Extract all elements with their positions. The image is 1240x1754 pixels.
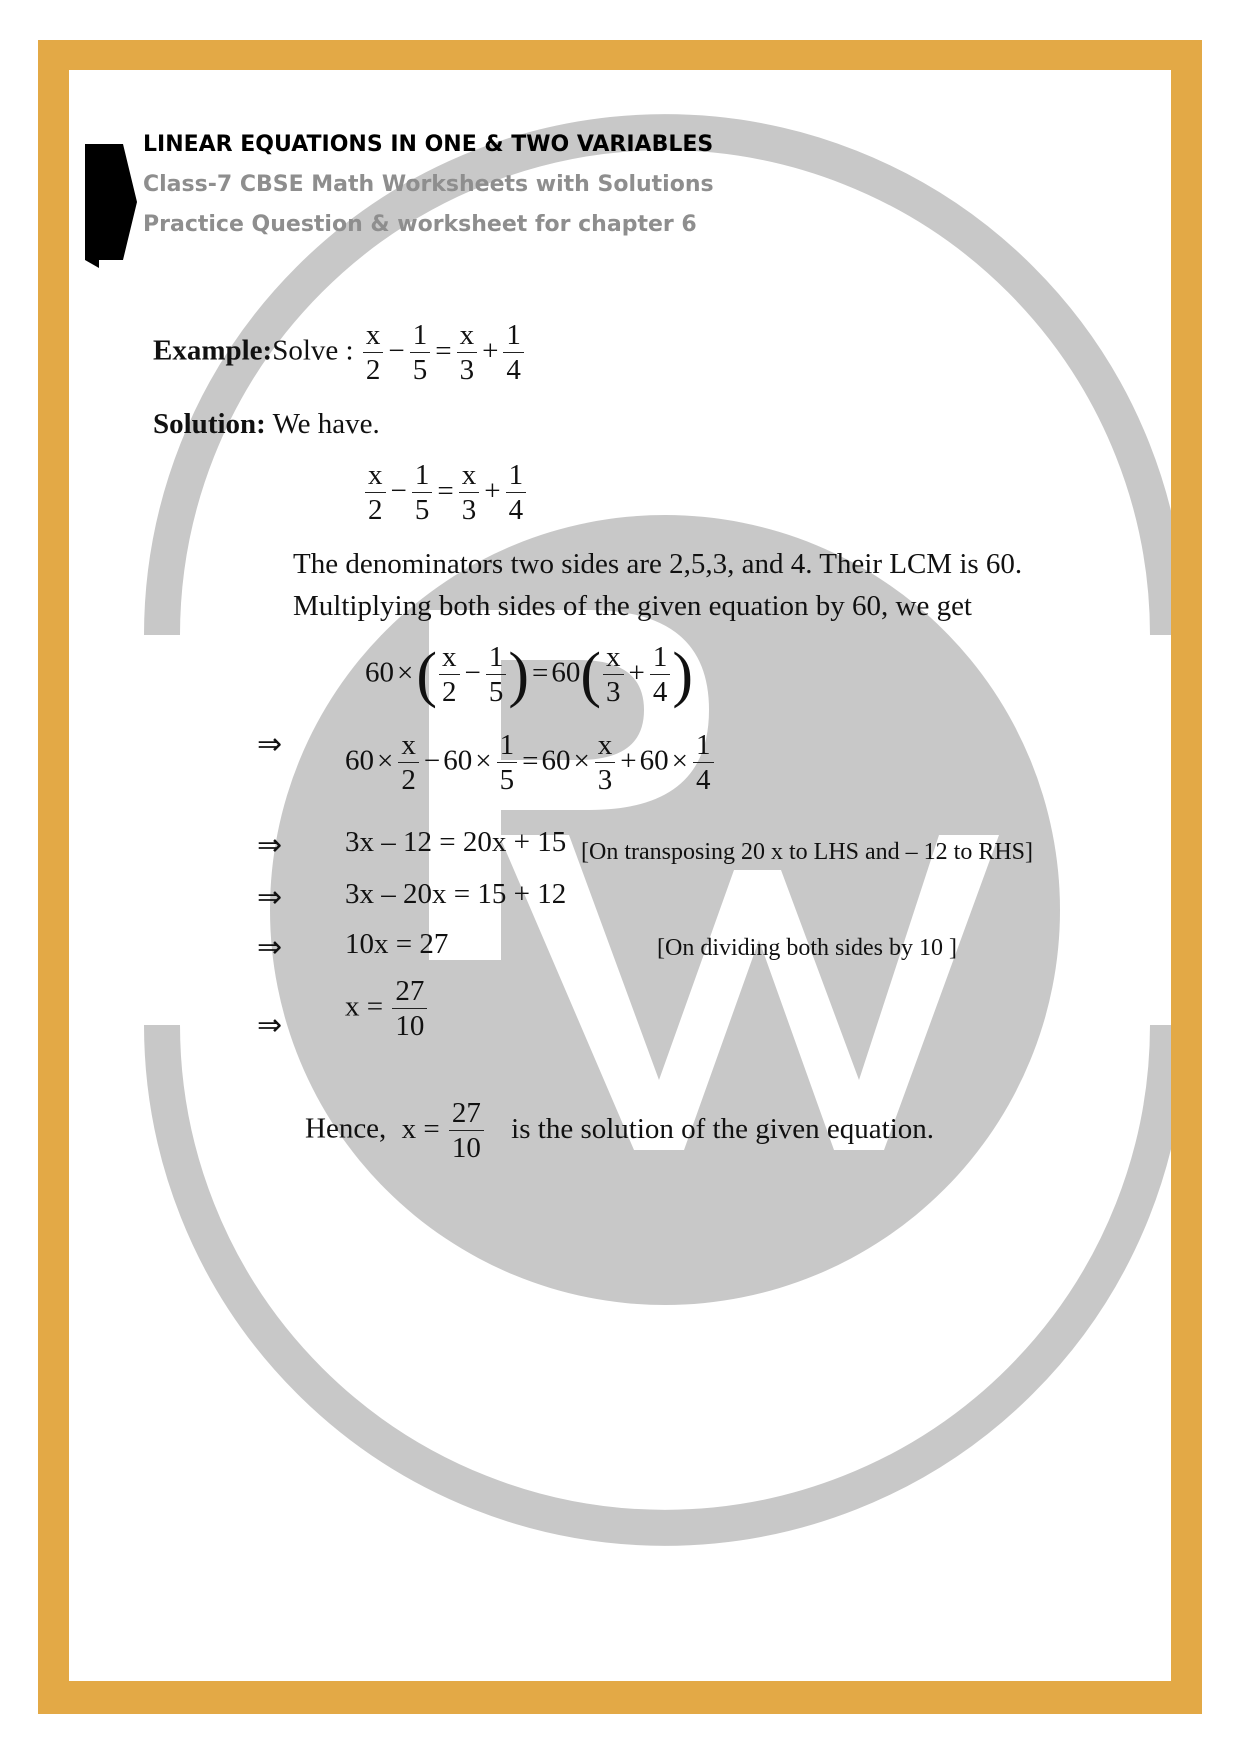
step-transposed: 3x – 20x = 15 + 12 (345, 878, 567, 910)
implies-arrow: ⇒ (257, 931, 283, 964)
denominator: 5 (414, 494, 430, 527)
denominator: 10 (451, 1132, 481, 1165)
operator: = (435, 334, 452, 367)
pw-watermark-logo (69, 70, 1171, 1681)
worksheet-page (69, 70, 1171, 1681)
denominator: 5 (412, 354, 428, 387)
implies-arrow: ⇒ (257, 728, 283, 761)
numerator: x (459, 460, 480, 493)
example-line: Example:Solve : $\frac{x}{2}$ − $\frac{1}{5}$ = $\frac{x}{3}$ + $\frac{1}{4}$ (153, 320, 526, 386)
denominator: 4 (652, 676, 668, 709)
parenthesis: ) (672, 640, 694, 709)
denominator: 2 (442, 676, 457, 709)
numerator: x (398, 730, 419, 763)
operator: × (377, 744, 394, 777)
operator: × (397, 656, 414, 689)
operator: = (522, 744, 539, 777)
operator: − (423, 744, 441, 777)
worksheet-subtitle: Class-7 CBSE Math Worksheets with Solutions (143, 172, 714, 197)
explanation-line-2: Multiplying both sides of the given equation by 60, we get (293, 590, 972, 622)
denominator: 2 (401, 764, 416, 797)
fraction (410, 320, 431, 386)
numerator: x (457, 320, 478, 353)
numerator: 27 (392, 976, 427, 1009)
parenthesis: ( (416, 640, 438, 709)
denominator: 4 (696, 764, 711, 797)
denominator: 3 (606, 676, 621, 709)
parenthesis: ) (508, 640, 530, 709)
step-multiply: 60 ×( $\frac{x}{2}$ − $\frac{1}{5}$ ) = 60( $\frac{x}{3}$ + $\frac{1}{4}$ ) (365, 640, 694, 709)
implies-arrow: ⇒ (257, 829, 283, 862)
numerator: 1 (693, 730, 714, 763)
operator: × (475, 744, 492, 777)
operator: − (390, 474, 407, 507)
operator: = (437, 474, 454, 507)
transpose-note: [On transposing 20 x to LHS and – 12 to RHS] (581, 839, 1033, 865)
denominator: 5 (488, 676, 504, 709)
fraction (503, 320, 524, 386)
step-distribute: 60 × $\frac{x}{2}$ − 60 × $\frac{1}{5}$ = 60 × $\frac{x}{3}$ + 60 × $\frac{1}{4}$ (345, 730, 716, 796)
denominator: 4 (506, 354, 521, 387)
denominator: 10 (395, 1010, 425, 1043)
header-tab-marker (85, 144, 140, 274)
numerator: x (363, 320, 384, 353)
denominator: 5 (499, 764, 515, 797)
parenthesis: ( (580, 640, 602, 709)
operator: × (573, 744, 590, 777)
solution-line: Solution: We have. (153, 408, 380, 440)
step-simplified: 3x – 12 = 20x + 15 (345, 826, 567, 858)
step-combined: 10x = 27 (345, 928, 449, 960)
numerator: 27 (449, 1098, 484, 1131)
numerator: 1 (650, 642, 671, 675)
operator: − (388, 334, 405, 367)
practice-subtitle: Practice Question & worksheet for chapter 6 (143, 212, 697, 237)
denominator: 3 (459, 354, 475, 387)
numerator: 1 (506, 460, 527, 493)
numerator: x (603, 642, 624, 675)
numerator: 1 (486, 642, 507, 675)
explanation-line-1: The denominators two sides are 2,5,3, and 4. Their LCM is 60. (293, 548, 1023, 580)
numerator: 1 (410, 320, 431, 353)
numerator: x (365, 460, 386, 493)
numerator: x (595, 730, 616, 763)
denominator: 4 (508, 494, 524, 527)
conclusion-line: Hence, x = $\frac{27}{10}$ is the solution of the given equation. (305, 1097, 935, 1165)
implies-arrow: ⇒ (257, 881, 283, 914)
denominator: 2 (368, 494, 383, 527)
denominator: 3 (461, 494, 477, 527)
denominator: 2 (365, 354, 381, 387)
numerator: 1 (412, 460, 433, 493)
equation-restated (363, 460, 528, 526)
numerator: 1 (503, 320, 524, 353)
divide-note: [On dividing both sides by 10 ] (657, 935, 957, 961)
operator: × (671, 744, 689, 777)
numerator: 1 (497, 730, 518, 763)
operator: + (620, 744, 637, 777)
page-border (38, 40, 1202, 1714)
numerator: x (439, 642, 460, 675)
chapter-title: LINEAR EQUATIONS IN ONE & TWO VARIABLES (143, 132, 714, 157)
fraction (363, 320, 384, 386)
operator: + (482, 334, 499, 367)
operator: + (484, 474, 501, 507)
implies-arrow: ⇒ (257, 1009, 283, 1042)
operator: = (532, 656, 549, 689)
step-result: x = $\frac{27}{10}$ (345, 976, 429, 1042)
operator: + (628, 656, 645, 689)
fraction (457, 320, 478, 386)
denominator: 3 (597, 764, 613, 797)
operator: − (464, 656, 481, 689)
